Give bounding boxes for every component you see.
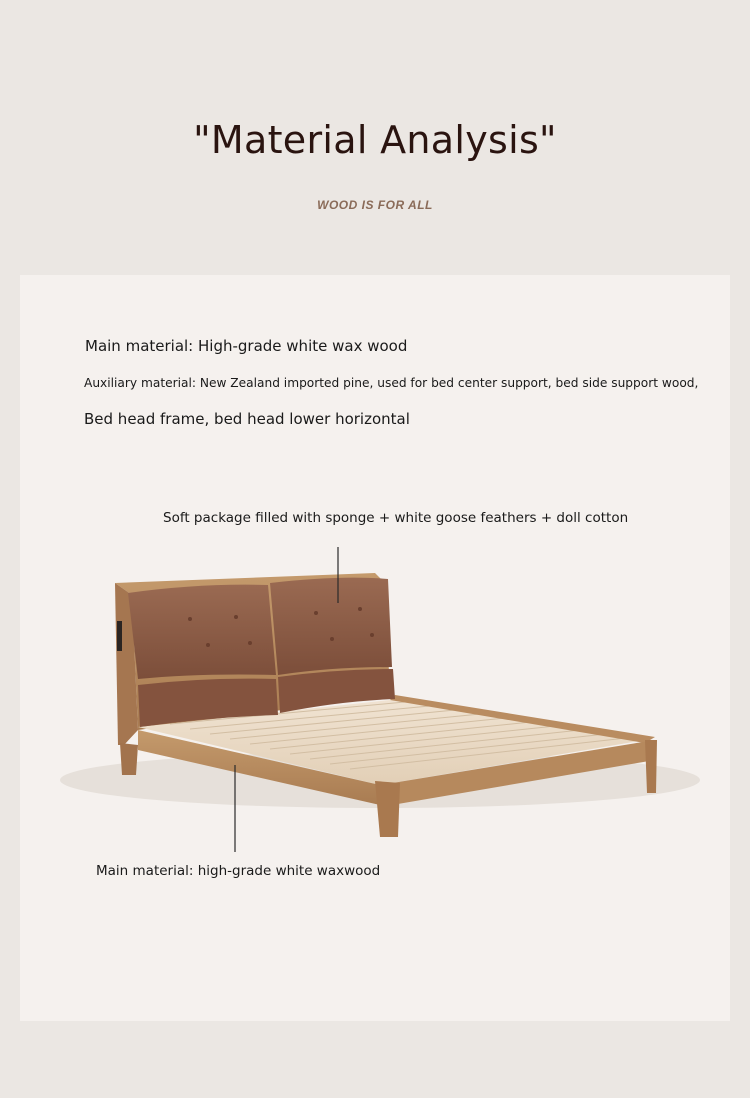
material-card (20, 275, 730, 1021)
cushion-left-upper (128, 585, 276, 679)
main-material-text: Main material: High-grade white wax wood (85, 337, 408, 355)
bed-leg-left (120, 743, 138, 775)
bed-illustration (20, 275, 730, 1021)
frame-material-callout: Main material: high-grade white waxwood (96, 863, 381, 879)
page-title: "Material Analysis" (193, 118, 557, 162)
auxiliary-material-continued-text: Bed head frame, bed head lower horizontal (84, 410, 410, 428)
soft-package-callout: Soft package filled with sponge + white goose feathers + doll cotton (163, 510, 629, 526)
usb-port (117, 621, 122, 651)
auxiliary-material-text: Auxiliary material: New Zealand imported pine, used for bed center support, bed side support wood, (84, 376, 699, 390)
page-subtitle: WOOD IS FOR ALL (317, 198, 433, 212)
cushion-right-upper (270, 578, 392, 675)
bed-leg-right (645, 740, 657, 793)
bed-leg-front (375, 781, 400, 837)
